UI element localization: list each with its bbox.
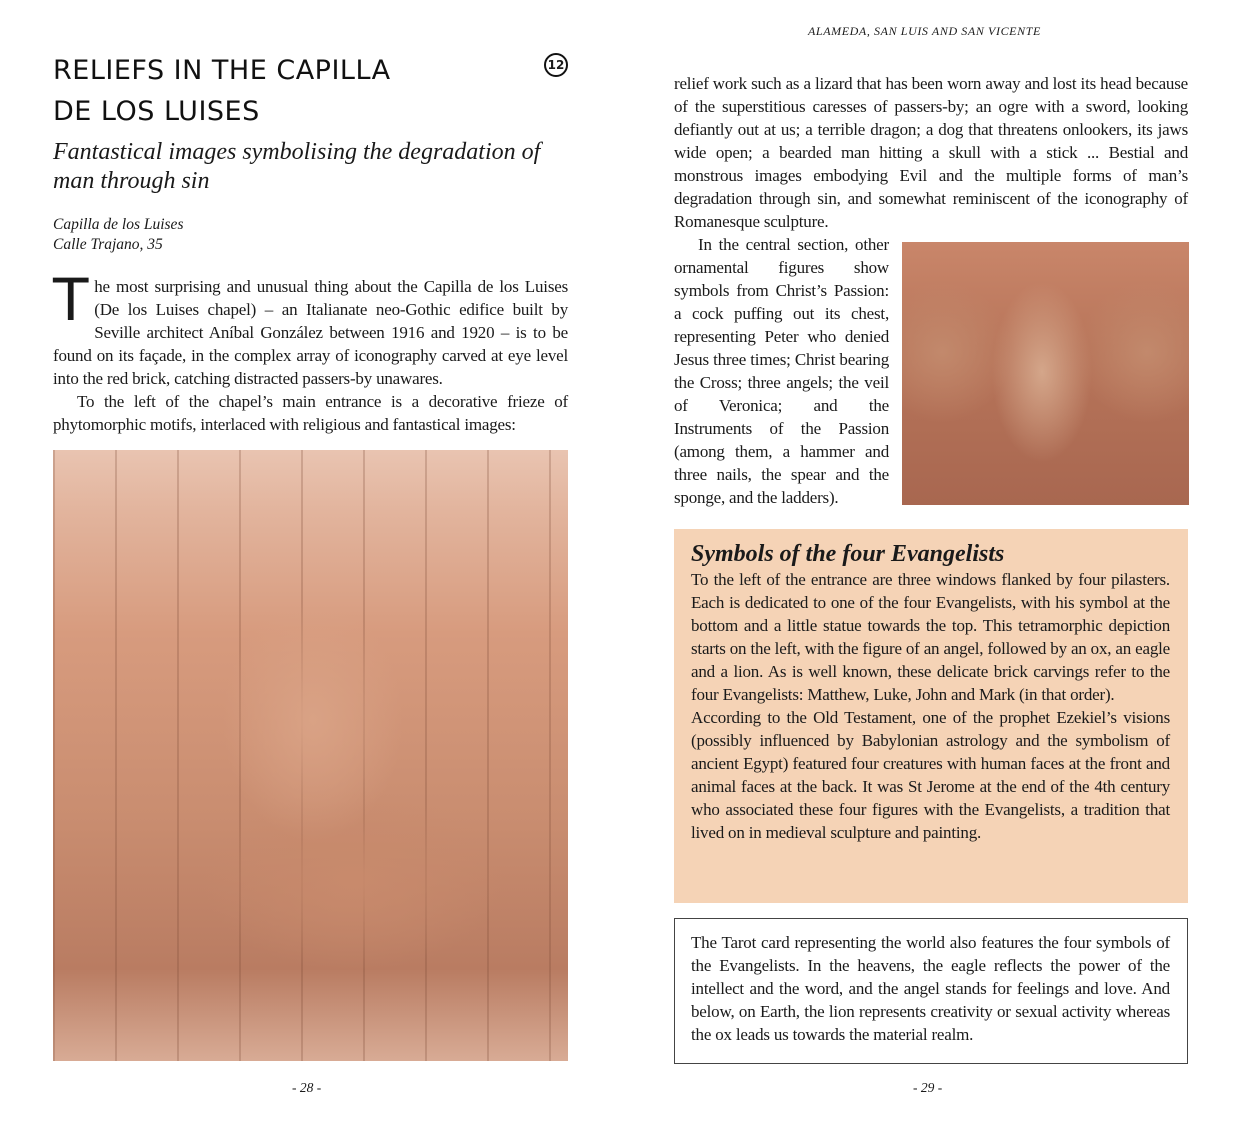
page-number-left: - 28 - <box>292 1080 322 1095</box>
title-line: DE LOS LUISES <box>53 96 260 127</box>
relief-photo-thinking-figure <box>53 450 568 1061</box>
address-name: Capilla de los Luises <box>53 216 184 233</box>
site-number-badge: 12 <box>544 53 568 77</box>
sidebar-paragraph: According to the Old Testament, one of the prophet Ezekiel’s visions (possibly influenced by Babylonian astrology and the symbolism of ancient Egypt) featured four creatures with human faces at the front and animal faces at the back. It was St Jerome at the end of the 4th century who associated these four figures with the Evangelists, a tradition that lived on in medieval sculpture and painting. <box>691 708 1170 842</box>
paragraph: relief work such as a lizard that has been worn away and lost its head because of the superstitious caresses of passers-by; an ogre with a sword, looking defiantly out at us; a terrible dragon; a dog that threatens onlookers, its jaws wide open; a bearded man hitting a skull with a stick ... Bestial and monstrous images embodying Evil and the multiple forms of man’s degradation through sin, and somewhat reminiscent of the iconography of Romanesque sculpture. <box>674 74 1188 231</box>
page-number-right: - 29 - <box>913 1080 943 1095</box>
address <box>53 215 183 255</box>
title-line: RELIEFS IN THE CAPILLA <box>53 55 391 86</box>
paragraph-text: he most surprising and unusual thing about the Capilla de los Luises (De los Luises chapel) – an Italianate neo-Gothic edifice built by Seville architect Aníbal González between 1916 and 1920 – is to be found on its façade, in the complex array of iconography carved at eye level into the red brick, catching distracted passers-by unawares. <box>53 277 568 388</box>
note-box <box>674 918 1188 1064</box>
address-street: Calle Trajano, 35 <box>53 236 163 253</box>
right-body-text <box>674 72 1188 233</box>
relief-photo-figure <box>902 242 1189 505</box>
sidebar-paragraph: To the left of the entrance are three windows flanked by four pilasters. Each is dedicated to one of the four Evangelists, with his symbol at the bottom and a little statue towards the top. This tetramorphic depiction starts on the left, with the figure of an angel, followed by an ox, an eagle and a lion. As is well known, these delicate brick carvings refer to the four Evangelists: Matthew, Luke, John and Mark (in that order). <box>691 570 1170 704</box>
page-title <box>53 50 523 132</box>
subtitle: Fantastical images symbolising the degradation of man through sin <box>53 139 541 194</box>
paragraph: In the central section, other ornamental figures show symbols from Christ’s Passion: a cock puffing out its chest, representing Peter who denied Jesus three times; Christ bearing the Cross; three angels; the veil of Veronica; and the Instruments of the Passion (among them, a hammer and three nails, the spear and the sponge, and the ladders). <box>674 235 889 507</box>
intro-paragraph <box>53 266 568 390</box>
sidebar-box <box>674 529 1188 903</box>
running-head: ALAMEDA, SAN LUIS AND SAN VICENTE <box>808 24 1041 38</box>
left-body-text <box>53 266 568 436</box>
note-text: The Tarot card representing the world also features the four symbols of the Evangelists. In the heavens, the eagle reflects the power of the intellect and the word, and the angel stands for feelings and love. And below, on Earth, the lion represents creativity or sexual activity whereas the ox leads us towards the material realm. <box>691 933 1170 1044</box>
paragraph: To the left of the chapel’s main entrance is a decorative frieze of phytomorphic motifs, interlaced with religious and fantastical images: <box>53 392 568 434</box>
drop-cap: T <box>53 266 89 334</box>
wrapped-text <box>674 233 889 509</box>
sidebar-title: Symbols of the four Evangelists <box>691 541 1005 567</box>
